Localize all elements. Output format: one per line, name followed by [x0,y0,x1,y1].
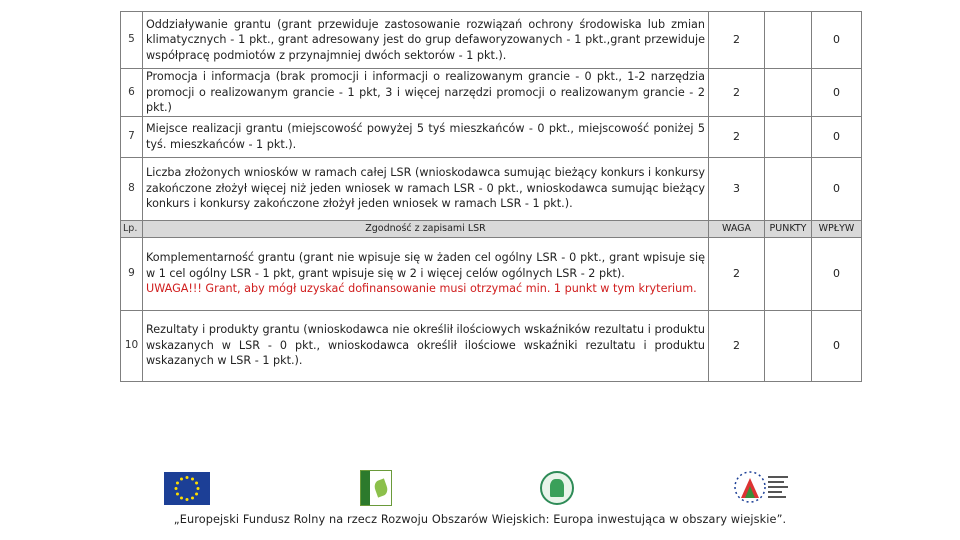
criterion-description [143,237,709,310]
lp-header: Lp. [121,220,143,237]
impact-cell: 0 [812,116,862,157]
eu-star-icon [176,482,179,485]
table-row [121,310,862,381]
eu-star-icon [180,497,183,500]
criteria-table [120,11,862,382]
prow-logo-icon [540,471,574,505]
points-cell[interactable] [765,157,812,220]
rural-development-logo-icon [733,470,793,506]
points-cell[interactable] [765,310,812,381]
eu-star-icon [176,493,179,496]
eu-flag-icon [164,472,210,505]
points-header: PUNKTY [765,220,812,237]
weight-cell: 3 [709,157,765,220]
eu-star-icon [197,487,200,490]
points-cell[interactable] [765,12,812,69]
row-number: 8 [121,157,143,220]
impact-header: WPŁYW [812,220,862,237]
eu-star-icon [180,477,183,480]
leader-logo-icon [360,470,392,506]
weight-cell: 2 [709,116,765,157]
section-header-row [121,220,862,237]
warning-text: UWAGA!!! Grant, aby mógł uzyskać dofinansowanie musi otrzymać min. 1 punkt w tym kryterium. [146,282,697,296]
weight-cell: 2 [709,69,765,117]
section-title: Zgodność z zapisami LSR [143,220,709,237]
impact-cell: 0 [812,310,862,381]
weight-cell: 2 [709,12,765,69]
eu-star-icon [175,487,178,490]
criterion-text: Komplementarność grantu (grant nie wpisuje się w żaden cel ogólny LSR - 0 pkt., grant wpisuje się w 1 cel ogólny LSR - 1 pkt, grant wpisuje się w 2 i więcej celów ogólnych LSR - 2 pkt). [146,251,705,280]
criterion-description: Oddziaływanie grantu (grant przewiduje zastosowanie rozwiązań ochrony środowiska lub zmian klimatycznych - 1 pkt., grant adresowany jest do grup defaworyzowanych - 1 pkt.,grant przewiduje współpracę podmiotów z przynajmniej dwóch sektorów - 1 pkt.). [143,12,709,69]
table-row [121,237,862,310]
weight-cell: 2 [709,237,765,310]
eu-star-icon [195,493,198,496]
row-number: 5 [121,12,143,69]
eu-star-icon [191,477,194,480]
row-number: 6 [121,69,143,117]
points-cell[interactable] [765,237,812,310]
impact-cell: 0 [812,157,862,220]
criterion-description: Promocja i informacja (brak promocji i informacji o realizowanym grancie - 0 pkt., 1-2 narzędzia promocji o realizowanym grancie - 1 pkt, 3 i więcej narzędzi promocji o realizowanym grancie - 2 pkt.) [143,69,709,117]
footer-logos [0,470,960,506]
weight-cell: 2 [709,310,765,381]
weight-header: WAGA [709,220,765,237]
points-cell[interactable] [765,69,812,117]
footer-caption: „Europejski Fundusz Rolny na rzecz Rozwoju Obszarów Wiejskich: Europa inwestująca w obszary wiejskie”. [173,513,787,526]
criteria-table-wrapper [120,11,861,382]
table-row [121,69,862,117]
eu-star-icon [195,482,198,485]
criterion-description: Liczba złożonych wniosków w ramach całej LSR (wnioskodawca sumując bieżący konkurs i konkursy zakończone złożył więcej niż jeden wniosek w ramach LSR - 0 pkt., wnioskodawca sumując bieżący konkurs i konkursy zakończone złożył jeden wniosek w ramach LSR - 1 pkt.). [143,157,709,220]
row-number: 7 [121,116,143,157]
impact-cell: 0 [812,69,862,117]
eu-star-icon [191,497,194,500]
impact-cell: 0 [812,237,862,310]
eu-star-icon [186,476,189,479]
row-number: 10 [121,310,143,381]
impact-cell: 0 [812,12,862,69]
table-row [121,157,862,220]
eu-stars-icon [164,472,210,505]
criterion-description: Miejsce realizacji grantu (miejscowość powyżej 5 tyś mieszkańców - 0 pkt., miejscowość poniżej 5 tyś. mieszkańców - 1 pkt.). [143,116,709,157]
table-row [121,12,862,69]
row-number: 9 [121,237,143,310]
eu-star-icon [186,498,189,501]
table-row [121,116,862,157]
criterion-description: Rezultaty i produkty grantu (wnioskodawca nie określił ilościowych wskaźników rezultatu i produktu wskazanych w LSR - 0 pkt., wnioskodawca określił ilościowe wskaźniki rezultatu i produktu wskazanych w LSR - 1 pkt.). [143,310,709,381]
points-cell[interactable] [765,116,812,157]
